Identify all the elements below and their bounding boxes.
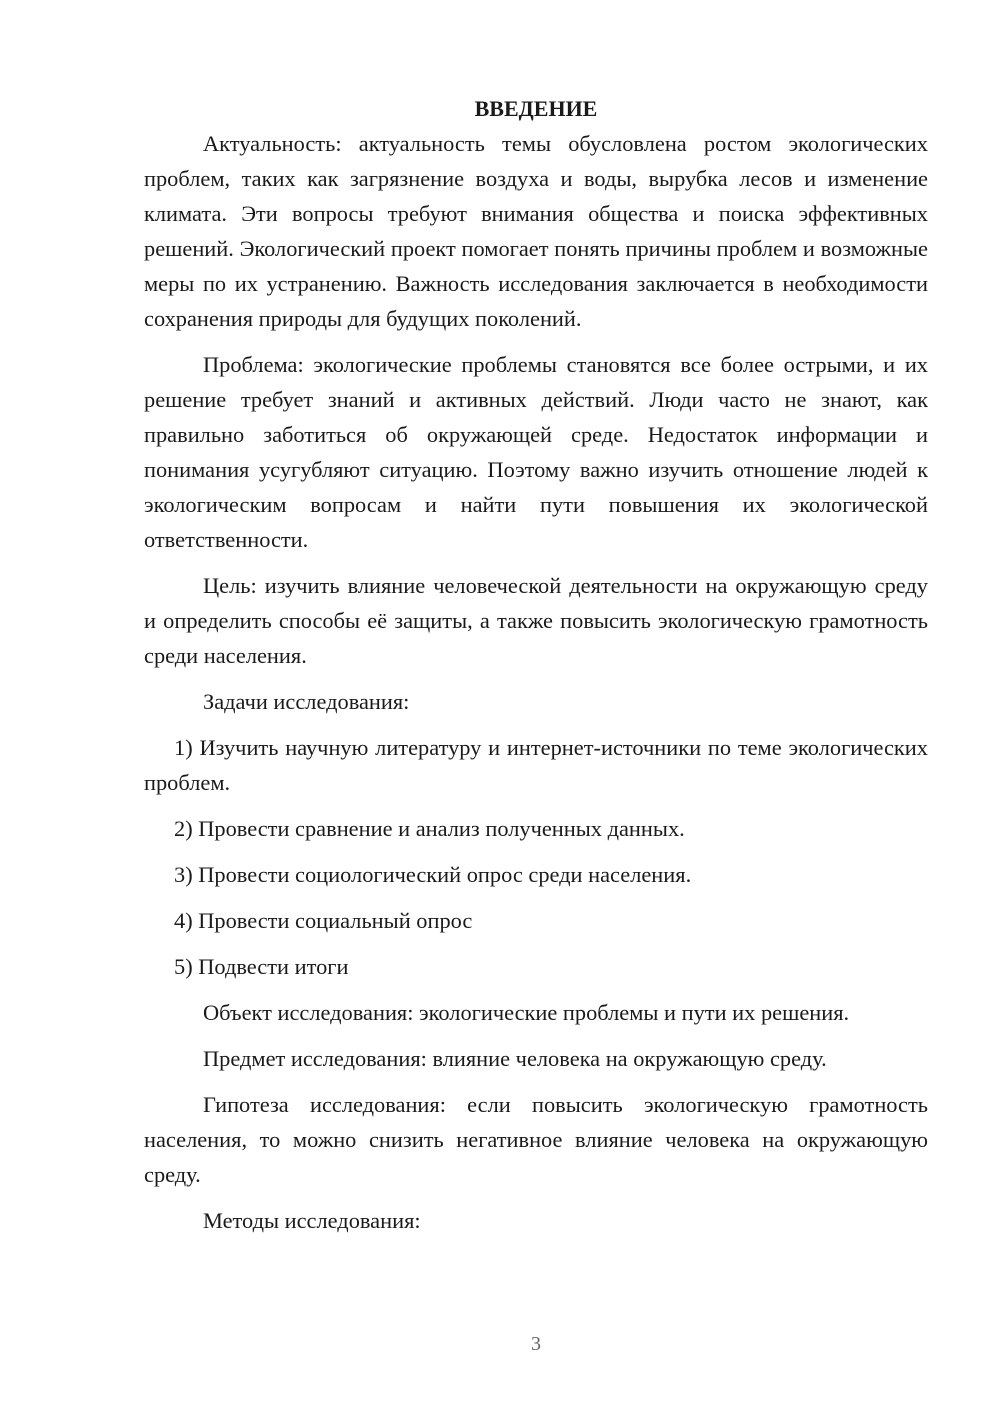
task-item-1: 1) Изучить научную литературу и интернет-источники по теме экологических проблем.: [144, 735, 928, 795]
paragraph-problem: Проблема: экологические проблемы становятся все более острыми, и их решение требует знаний и активных действий. Люди часто не знают, как правильно заботиться об окружающей среде. Недостаток информации и понимания усугубляют ситуацию. Поэтому важно изучить отношение людей к экологическим вопросам и найти пути повышения их экологической ответственности.: [144, 352, 928, 552]
paragraph-relevance: Актуальность: актуальность темы обусловлена ростом экологических проблем, таких как загрязнение воздуха и воды, вырубка лесов и изменение климата. Эти вопросы требуют внимания общества и поиска эффективных решений. Экологический проект помогает понять причины проблем и возможные меры по их устранению. Важность исследования заключается в необходимости сохранения природы для будущих поколений.: [144, 131, 928, 331]
section-heading: ВВЕДЕНИЕ: [474, 96, 598, 121]
task-item-4: 4) Провести социальный опрос: [174, 908, 473, 933]
paragraph-hypothesis: Гипотеза исследования: если повысить экологическую грамотность населения, то можно снизить негативное влияние человека на окружающую среду.: [144, 1092, 928, 1187]
paragraph-goal: Цель: изучить влияние человеческой деятельности на окружающую среду и определить способы её защиты, а также повысить экологическую грамотность среди населения.: [144, 573, 928, 668]
document-page: [144, 92, 928, 1249]
page-number: 3: [531, 1333, 541, 1355]
methods-heading: Методы исследования:: [203, 1208, 421, 1233]
paragraph-subject: Предмет исследования: влияние человека на окружающую среду.: [203, 1046, 827, 1071]
paragraph-object: Объект исследования: экологические проблемы и пути их решения.: [203, 1000, 850, 1025]
task-item-2: 2) Провести сравнение и анализ полученных данных.: [174, 816, 685, 841]
task-item-5: 5) Подвести итоги: [174, 954, 349, 979]
task-item-3: 3) Провести социологический опрос среди населения.: [174, 862, 692, 887]
tasks-heading: Задачи исследования:: [203, 689, 410, 714]
